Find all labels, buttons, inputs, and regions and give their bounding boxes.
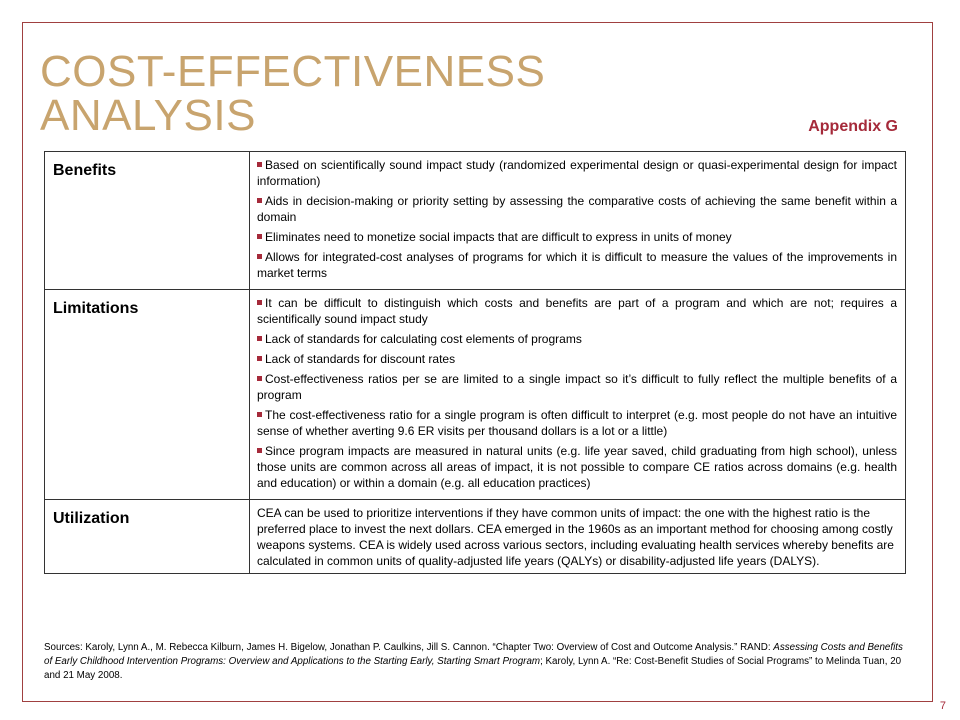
sources-note bbox=[44, 641, 909, 683]
bullet-item: Lack of standards for discount rates bbox=[257, 351, 897, 367]
slide-title bbox=[40, 47, 546, 140]
row-header: Limitations bbox=[45, 290, 250, 500]
utilization-text: CEA can be used to prioritize interventions if they have common units of impact: the one with the highest ratio is the preferred place to invest the next dollars. CEA emerged in the 1960s as an important method for choosing among costly weapons systems. CEA is widely used across various sectors, including evaluating health services whereby benefits are calculated in common units of quality-adjusted life years (QALYs) or disability-adjusted life years (DALYS). bbox=[257, 506, 894, 568]
table-row-utilization bbox=[45, 500, 906, 574]
bullet-item: The cost-effectiveness ratio for a single program is often difficult to interpret (e.g. most people do not have an intuitive sense of whether averting 9.6 ER visits per thousand dollars is a lot or a little) bbox=[257, 408, 897, 438]
bullet-item: Allows for integrated-cost analyses of programs for which it is difficult to measure the values of the improvements in market terms bbox=[257, 250, 897, 280]
cea-table bbox=[44, 151, 906, 574]
bullet-list bbox=[257, 295, 897, 491]
appendix-label: Appendix G bbox=[808, 118, 898, 135]
sources-part-2: ; Karoly, Lynn A. “Re: Cost-Benefit Studies of Social Programs” to Melinda Tuan, 20 and 21 May 2008. bbox=[44, 656, 902, 681]
row-body bbox=[250, 152, 906, 290]
table-row-benefits bbox=[45, 152, 906, 290]
bullet-list bbox=[257, 157, 897, 281]
bullet-item: Based on scientifically sound impact study (randomized experimental design or quasi-experimental design for impact information) bbox=[257, 158, 897, 188]
page-number: 7 bbox=[939, 700, 946, 712]
bullet-item: Lack of standards for calculating cost elements of programs bbox=[257, 331, 897, 347]
row-header: Benefits bbox=[45, 152, 250, 290]
title-line-2: ANALYSIS bbox=[40, 91, 256, 140]
row-header: Utilization bbox=[45, 500, 250, 574]
sources-title: Assessing Costs and Benefits of Early Childhood Intervention Programs: Overview and Applications to the Starting Early, Starting Smart Program bbox=[44, 642, 903, 667]
bullet-item: It can be difficult to distinguish which costs and benefits are part of a program and which are not; requires a scientifically sound impact study bbox=[257, 296, 897, 326]
table-row-limitations bbox=[45, 290, 906, 500]
title-line-1: COST-EFFECTIVENESS bbox=[40, 47, 546, 96]
sources-part-1: Sources: Karoly, Lynn A., M. Rebecca Kilburn, James H. Bigelow, Jonathan P. Caulkins, Jill S. Cannon. “Chapter Two: Overview of Cost and Outcome Analysis.” RAND: bbox=[44, 642, 774, 653]
row-body bbox=[250, 290, 906, 500]
bullet-item: Since program impacts are measured in natural units (e.g. life year saved, child graduating from high school), unless those units are common across all areas of impact, it is not possible to compare CE ratios across domains (e.g. health and education) or within a domain (e.g. all education practices) bbox=[257, 444, 897, 490]
bullet-item: Cost-effectiveness ratios per se are limited to a single impact so it’s difficult to fully reflect the multiple benefits of a program bbox=[257, 372, 897, 402]
bullet-item: Eliminates need to monetize social impacts that are difficult to express in units of money bbox=[257, 229, 897, 245]
row-body bbox=[250, 500, 906, 574]
bullet-item: Aids in decision-making or priority setting by assessing the comparative costs of achieving the same benefit within a domain bbox=[257, 194, 897, 224]
